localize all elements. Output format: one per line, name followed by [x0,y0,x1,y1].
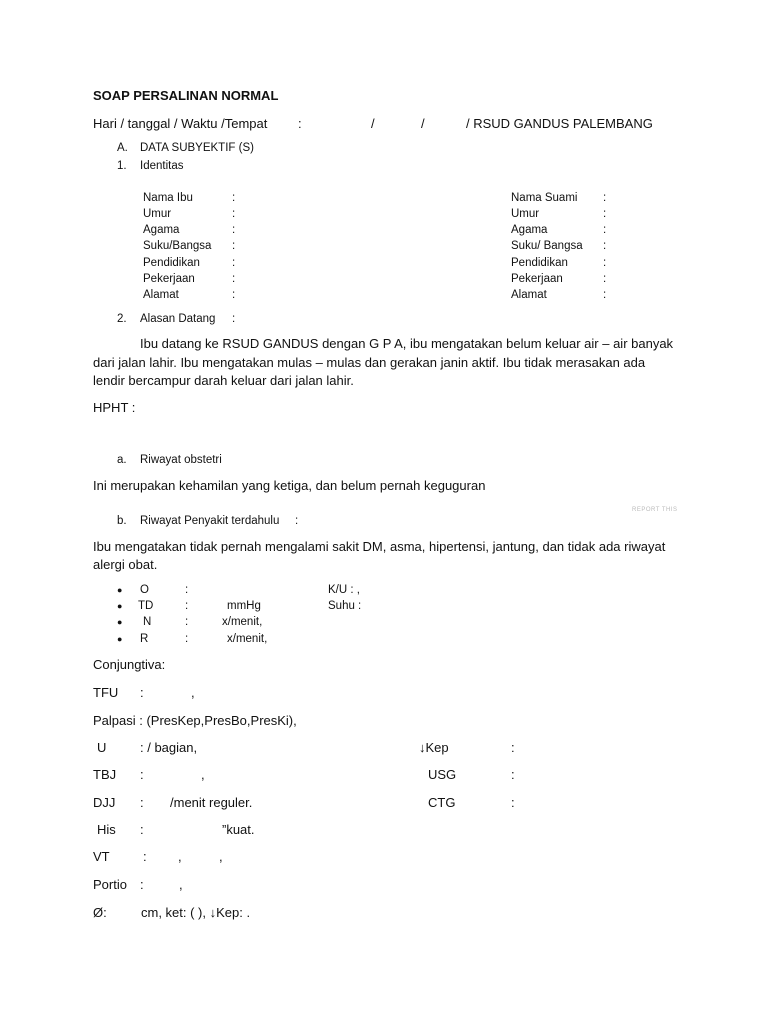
hpht-label: HPHT : [93,400,136,415]
penyakit-colon: : [295,515,299,527]
conjungtiva-label: Conjungtiva: [93,657,166,672]
identity-colon: : [232,208,236,220]
ctg-colon: : [511,795,515,810]
reason-line-3: lendir bercampur darah keluar dari jalan lahir. [93,373,354,388]
identity-colon: : [232,240,236,252]
identity-label: Alamat [511,289,547,301]
tbj-label: TBJ [93,767,117,782]
vt-colon: : [143,849,147,864]
portio-rest: , [179,877,183,892]
identity-colon: : [603,257,607,269]
item-2-num: 2. [117,313,127,325]
tfu-colon: : [140,685,144,700]
u-label: U [97,740,107,755]
page-title: SOAP PERSALINAN NORMAL [93,88,279,103]
portio-label: Portio [93,877,127,892]
identity-colon: : [603,224,607,236]
identity-label: Nama Suami [511,192,578,204]
vt-comma-2: , [219,849,223,864]
identity-label: Suku/Bangsa [143,240,212,252]
identity-label: Pendidikan [511,257,568,269]
vital-colon: : [185,600,189,612]
usg-label: USG [428,767,457,782]
his-colon: : [140,822,144,837]
identity-colon: : [603,208,607,220]
identity-colon: : [232,224,236,236]
identity-label: Pekerjaan [511,273,563,285]
usg-colon: : [511,767,515,782]
diameter-label: Ø: [93,905,107,920]
vital-colon: : [185,616,189,628]
portio-colon: : [140,877,144,892]
bullet-icon: ● [117,634,123,644]
vital-colon: : [185,633,189,645]
tfu-label: TFU [93,685,119,700]
reason-line-2: dari jalan lahir. Ibu mengatakan mulas – mulas dan gerakan janin aktif. Ibu tidak merasakan ada [93,355,646,370]
identity-colon: : [603,240,607,252]
item-2-title: Alasan Datang [140,313,216,325]
bullet-icon: ● [117,617,123,627]
vt-comma-1: , [178,849,182,864]
his-label: His [97,822,116,837]
header-slash-1: / [371,116,375,131]
identity-colon: : [603,192,607,204]
item-1-num: 1. [117,160,127,172]
djj-rest: /menit reguler. [170,795,253,810]
identity-colon: : [603,273,607,285]
vital-n-label: N [143,616,152,628]
identity-label: Umur [143,208,172,220]
vital-suhu: Suhu : [328,600,362,612]
diameter-rest: cm, ket: ( ), ↓Kep: . [141,905,251,920]
identity-label: Pendidikan [143,257,200,269]
header-colon: : [298,116,302,131]
vital-r-label: R [140,633,149,645]
kep-label: ↓Kep [419,740,449,755]
obstetri-letter: a. [117,454,127,466]
kep-colon: : [511,740,515,755]
identity-colon: : [232,273,236,285]
item-1-title: Identitas [140,160,184,172]
identity-colon: : [232,289,236,301]
identity-colon: : [603,289,607,301]
vital-n-unit: x/menit, [222,616,263,628]
vital-td-unit: mmHg [227,600,261,612]
u-rest: : / bagian, [140,740,198,755]
identity-label: Alamat [143,289,179,301]
header-place: / RSUD GANDUS PALEMBANG [466,116,653,131]
item-2-colon: : [232,313,236,325]
ctg-label: CTG [428,795,456,810]
identity-colon: : [232,257,236,269]
identity-label: Pekerjaan [143,273,195,285]
penyakit-line-2: alergi obat. [93,557,158,572]
penyakit-letter: b. [117,515,127,527]
obstetri-title: Riwayat obstetri [140,454,222,466]
identity-label: Umur [511,208,540,220]
reason-line-1: Ibu datang ke RSUD GANDUS dengan G P A, ibu mengatakan belum keluar air – air banyak [140,336,674,351]
identity-label: Agama [511,224,548,236]
djj-label: DJJ [93,795,116,810]
vital-o-label: O [140,584,149,596]
obstetri-text: Ini merupakan kehamilan yang ketiga, dan belum pernah keguguran [93,478,486,493]
vital-ku: K/U : , [328,584,360,596]
identity-label: Suku/ Bangsa [511,240,583,252]
vital-r-unit: x/menit, [227,633,268,645]
report-this-link[interactable]: REPORT THIS [632,507,678,513]
djj-colon: : [140,795,144,810]
bullet-icon: ● [117,585,123,595]
vital-td-label: TD [138,600,154,612]
bullet-icon: ● [117,601,123,611]
his-rest: ”kuat. [222,822,255,837]
vital-colon: : [185,584,189,596]
section-a-letter: A. [117,142,128,154]
identity-colon: : [232,192,236,204]
penyakit-line-1: Ibu mengatakan tidak pernah mengalami sakit DM, asma, hipertensi, jantung, dan tidak ada riwayat [93,539,666,554]
identity-label: Agama [143,224,180,236]
palpasi-line: Palpasi : (PresKep,PresBo,PresKi), [93,713,297,728]
tbj-colon: : [140,767,144,782]
tbj-rest: , [201,767,205,782]
header-label: Hari / tanggal / Waktu /Tempat [93,116,268,131]
header-slash-2: / [421,116,425,131]
identity-label: Nama Ibu [143,192,193,204]
tfu-rest: , [191,685,195,700]
section-a-title: DATA SUBYEKTIF (S) [140,142,254,154]
vt-label: VT [93,849,110,864]
penyakit-title: Riwayat Penyakit terdahulu [140,515,280,527]
